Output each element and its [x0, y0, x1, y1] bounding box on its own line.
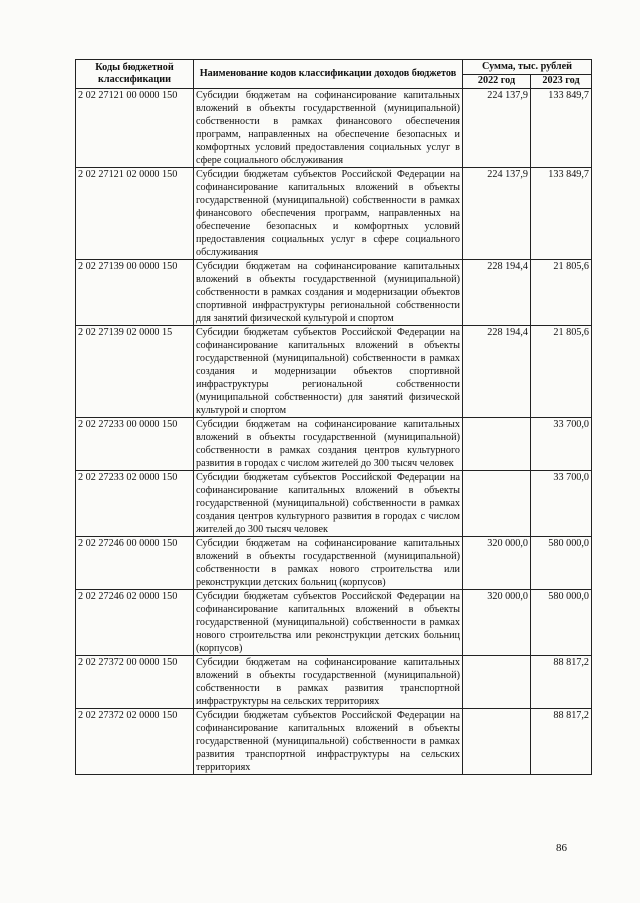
budget-code: 2 02 27139 00 0000 150 — [76, 260, 194, 326]
header-year-2022: 2022 год — [463, 75, 531, 89]
table-row — [76, 89, 592, 168]
budget-code: 2 02 27233 00 0000 150 — [76, 418, 194, 471]
amount-2023: 33 700,0 — [531, 471, 592, 537]
table-row — [76, 326, 592, 418]
budget-revenue-table — [75, 59, 592, 775]
amount-2023: 33 700,0 — [531, 418, 592, 471]
budget-code: 2 02 27246 00 0000 150 — [76, 537, 194, 590]
amount-2022: 320 000,0 — [463, 590, 531, 656]
table-row — [76, 709, 592, 775]
amount-2022: 320 000,0 — [463, 537, 531, 590]
amount-2023: 88 817,2 — [531, 656, 592, 709]
header-names: Наименование кодов классификации доходов бюджетов — [194, 60, 463, 89]
code-description: Субсидии бюджетам на софинансирование капитальных вложений в объекты государственной (муниципальной) собственности в рамках финансового обеспечения программ, направленных на обеспечение безопасных и комфортных условий предоставления социальных услуг в сфере социального обслуживания — [194, 89, 463, 168]
amount-2023: 21 805,6 — [531, 260, 592, 326]
table-row — [76, 260, 592, 326]
budget-code: 2 02 27139 02 0000 15 — [76, 326, 194, 418]
amount-2023: 580 000,0 — [531, 537, 592, 590]
code-description: Субсидии бюджетам субъектов Российской Федерации на софинансирование капитальных вложений в объекты государственной (муниципальной) собственности в рамках создания центров культурного развития в городах с числом жителей до 300 тысяч человек — [194, 471, 463, 537]
code-description: Субсидии бюджетам на софинансирование капитальных вложений в объекты государственной (муниципальной) собственности в рамках развития транспортной инфраструктуры на сельских территориях — [194, 656, 463, 709]
amount-2022: 228 194,4 — [463, 326, 531, 418]
amount-2023: 21 805,6 — [531, 326, 592, 418]
budget-code: 2 02 27246 02 0000 150 — [76, 590, 194, 656]
budget-code: 2 02 27233 02 0000 150 — [76, 471, 194, 537]
amount-2022 — [463, 471, 531, 537]
amount-2023: 580 000,0 — [531, 590, 592, 656]
amount-2022: 224 137,9 — [463, 168, 531, 260]
header-sum: Сумма, тыс. рублей — [463, 60, 592, 75]
amount-2022 — [463, 656, 531, 709]
budget-code: 2 02 27372 00 0000 150 — [76, 656, 194, 709]
code-description: Субсидии бюджетам субъектов Российской Федерации на софинансирование капитальных вложений в объекты государственной (муниципальной) собственности в рамках развития транспортной инфраструктуры на сельских территориях — [194, 709, 463, 775]
table-row — [76, 537, 592, 590]
budget-code: 2 02 27121 00 0000 150 — [76, 89, 194, 168]
amount-2022: 224 137,9 — [463, 89, 531, 168]
amount-2023: 133 849,7 — [531, 168, 592, 260]
table-row — [76, 168, 592, 260]
amount-2022 — [463, 709, 531, 775]
table-row — [76, 590, 592, 656]
amount-2023: 133 849,7 — [531, 89, 592, 168]
amount-2023: 88 817,2 — [531, 709, 592, 775]
code-description: Субсидии бюджетам субъектов Российской Федерации на софинансирование капитальных вложений в объекты государственной (муниципальной) собственности в рамках создания и модернизации объектов спортивной инфраструктуры региональной собственности (муниципальной собственности) для занятий физической культурой и спортом — [194, 326, 463, 418]
code-description: Субсидии бюджетам на софинансирование капитальных вложений в объекты государственной (муниципальной) собственности в рамках создания и модернизации объектов спортивной инфраструктуры региональной собственности для занятий физической культурой и спортом — [194, 260, 463, 326]
code-description: Субсидии бюджетам на софинансирование капитальных вложений в объекты государственной (муниципальной) собственности в рамках создания центров культурного развития в городах с числом жителей до 300 тысяч человек — [194, 418, 463, 471]
amount-2022: 228 194,4 — [463, 260, 531, 326]
budget-code: 2 02 27372 02 0000 150 — [76, 709, 194, 775]
code-description: Субсидии бюджетам субъектов Российской Федерации на софинансирование капитальных вложений в объекты государственной (муниципальной) собственности в рамках финансового обеспечения программ, направленных на обеспечение безопасных и комфортных условий предоставления социальных услуг в сфере социального обслуживания — [194, 168, 463, 260]
code-description: Субсидии бюджетам субъектов Российской Федерации на софинансирование капитальных вложений в объекты государственной (муниципальной) собственности в рамках нового строительства или реконструкции детских больниц (корпусов) — [194, 590, 463, 656]
table-row — [76, 656, 592, 709]
code-description: Субсидии бюджетам на софинансирование капитальных вложений в объекты государственной (муниципальной) собственности в рамках нового строительства или реконструкции детских больниц (корпусов) — [194, 537, 463, 590]
amount-2022 — [463, 418, 531, 471]
page-number: 86 — [556, 842, 567, 854]
table-row — [76, 418, 592, 471]
table-row — [76, 471, 592, 537]
budget-code: 2 02 27121 02 0000 150 — [76, 168, 194, 260]
header-codes: Коды бюджетной классификации — [76, 60, 194, 89]
header-year-2023: 2023 год — [531, 75, 592, 89]
